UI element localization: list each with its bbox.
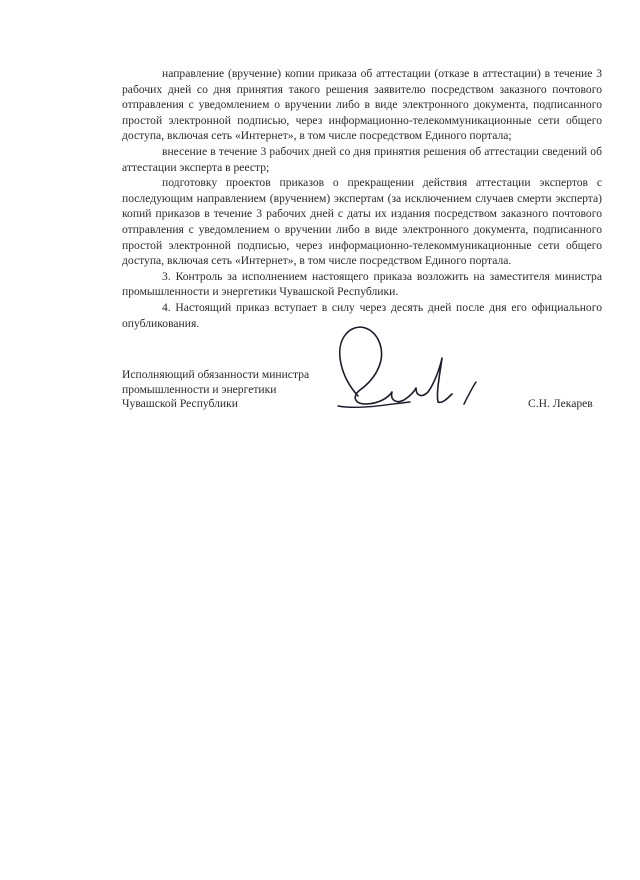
signatory-position-line: Исполняющий обязанности министра (122, 368, 310, 381)
handwritten-signature (330, 318, 500, 418)
signatory-position (122, 368, 342, 412)
paragraph-entry-into-force: 4. Настоящий приказ вступает в силу через десять дней после дня его официального опубликования. (122, 300, 602, 330)
signatory-position-line: промышленности и энергетики (122, 382, 277, 396)
paragraph-registry-entry: внесение в течение 3 рабочих дней со дня принятия решения об аттестации сведений об аттестации эксперта в реестр; (122, 144, 602, 174)
signatory-name: С.Н. Лекарев (528, 397, 593, 410)
document-body (122, 66, 602, 331)
signatory-position-line: Чувашской Республики (122, 397, 238, 410)
paragraph-termination-orders: подготовку проектов приказов о прекращении действия аттестации экспертов с последующим направлением (вручением) экспертам (за исключением случаев смерти эксперта) копий приказов в течение 3 рабочих дней с даты их издания посредством заказного почтового отправления с уведомлением о вручении либо в виде электронного документа, подписанного простой электронной подписью, через информационно-телекоммуникационные сети общего доступа, включая сеть «Интернет», в том числе посредством Единого портала. (122, 176, 602, 268)
paragraph-copy-delivery: направление (вручение) копии приказа об аттестации (отказе в аттестации) в течение 3 рабочих дней со дня принятия такого решения заявителю посредством заказного почтового отправления с уведомлением о вручении либо в виде электронного документа, подписанного простой электронной подписью, через информационно-телекоммуникационные сети общего доступа, включая сеть «Интернет», в том числе посредством Единого портала; (122, 67, 602, 143)
paragraph-control: 3. Контроль за исполнением настоящего приказа возложить на заместителя министра промышленности и энергетики Чувашской Республики. (122, 269, 602, 299)
